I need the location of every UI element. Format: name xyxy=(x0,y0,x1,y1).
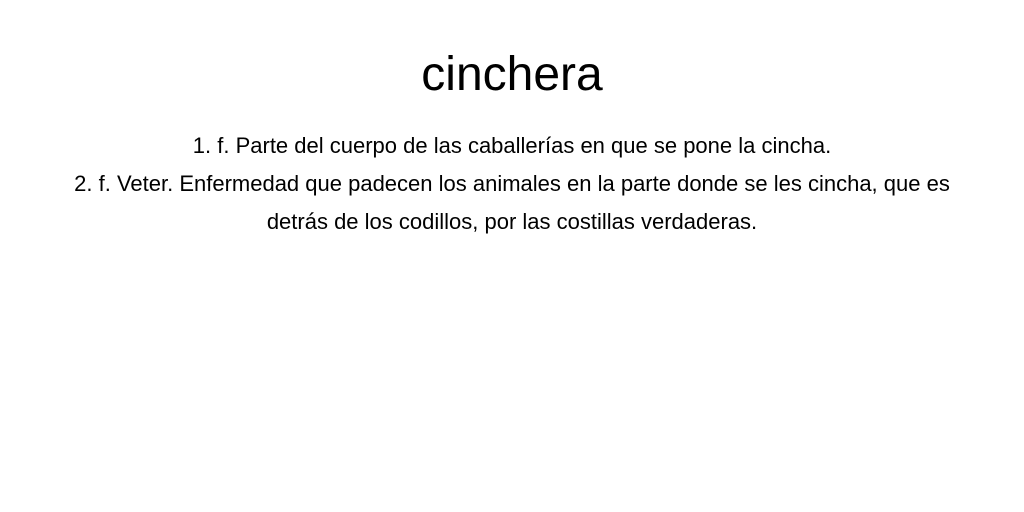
definition-item: 1. f. Parte del cuerpo de las caballerías en que se pone la cincha. xyxy=(192,133,832,158)
definition-list xyxy=(72,127,952,241)
definition-item: 2. f. Veter. Enfermedad que padecen los animales en la parte donde se les cincha, que es detrás de los codillos, por las costillas verdaderas. xyxy=(74,171,950,234)
entry-headword: cinchera xyxy=(421,48,603,101)
